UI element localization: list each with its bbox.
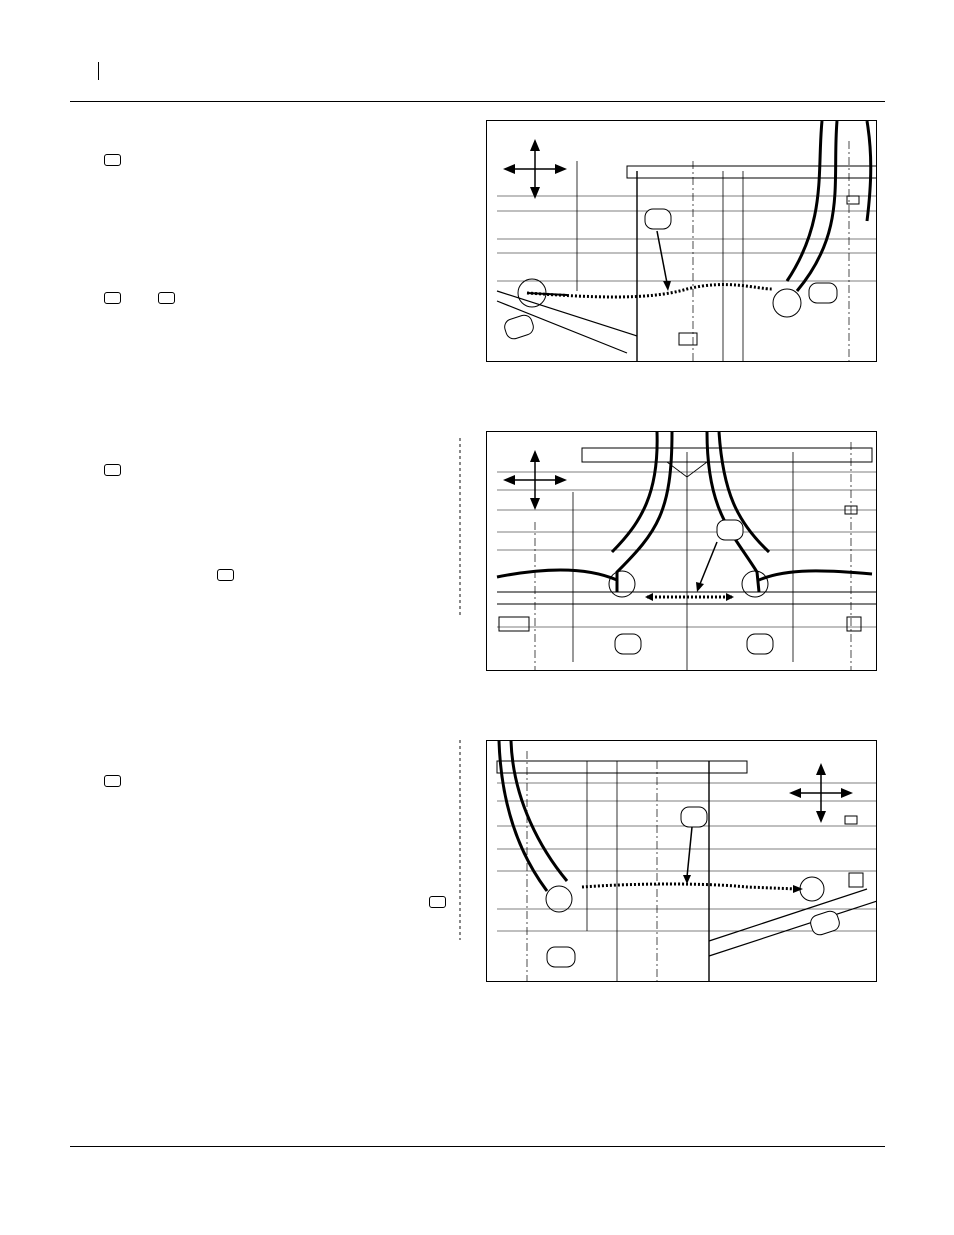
step-callout-box (429, 896, 446, 908)
direction-arrows (789, 763, 853, 823)
figure-1 (486, 120, 877, 362)
figure-3-drawing (487, 741, 877, 982)
header-marker (98, 62, 99, 80)
figure-1-drawing (487, 121, 877, 362)
column-gutter-mark (459, 438, 461, 618)
step-callout-box (217, 569, 234, 581)
step-callout-box (158, 292, 175, 304)
step-callout-box (104, 775, 121, 787)
step-callout-box (104, 154, 121, 166)
step-callout-box (104, 464, 121, 476)
direction-arrows (503, 450, 567, 510)
figure-3 (486, 740, 877, 982)
footer-rule (70, 1146, 885, 1147)
step-callout-box (104, 292, 121, 304)
figure-2-drawing (487, 432, 877, 671)
header-rule (70, 101, 885, 102)
direction-arrows (503, 139, 567, 199)
column-gutter-mark (459, 740, 461, 940)
figure-2 (486, 431, 877, 671)
